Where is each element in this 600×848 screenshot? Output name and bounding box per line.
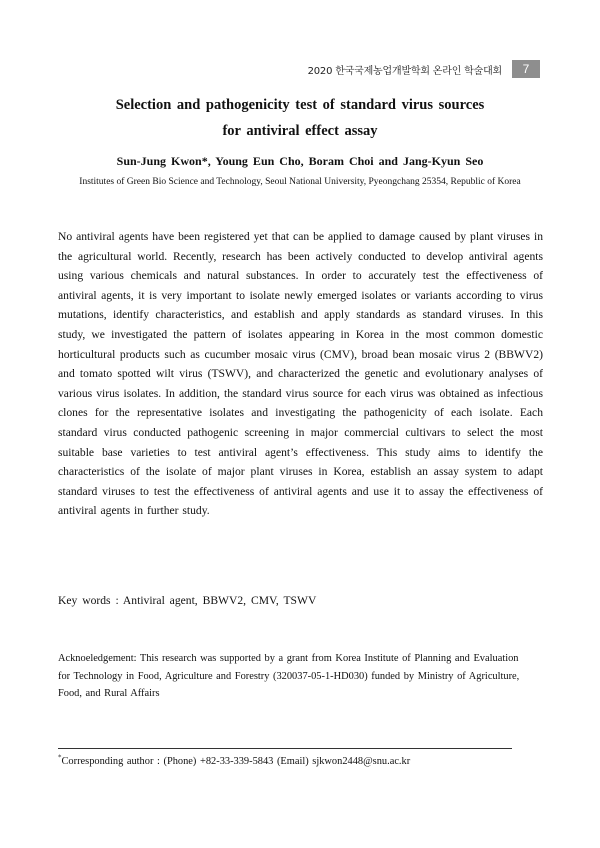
keywords: Key words : Antiviral agent, BBWV2, CMV, TSWV bbox=[58, 594, 317, 607]
title-line-1: Selection and pathogenicity test of standard virus sources bbox=[115, 97, 485, 113]
author-affiliation: Institutes of Green Bio Science and Technology, Seoul National University, Pyeongchang 25354, Republic of Korea bbox=[79, 177, 521, 187]
page-number-badge: 7 bbox=[512, 60, 540, 78]
conference-name: 2020 한국국제농업개발학회 온라인 학술대회 bbox=[307, 65, 502, 77]
title-line-2: for antiviral effect assay bbox=[222, 123, 378, 139]
acknowledgement: Acknoeledgement: This research was supported by a grant from Korea Institute of Planning and Evaluation for Technology in Food, Agriculture and Forestry (320037-05-1-HD030) funded by Ministry of Agriculture, Food, and Rural Affairs bbox=[58, 653, 520, 699]
corresponding-author-footnote bbox=[58, 753, 543, 767]
abstract-body: No antiviral agents have been registered yet that can be applied to damage caused by plant viruses in the agricultural world. Recently, research has been actively conducted to develop antiviral agents using various chemicals and natural substances. In order to accurately test the effectiveness of antiviral agents, it is very important to isolate newly emerged isolates or variants according to virus mutations, identify characteristics, and establish and apply standards as standard viruses. In this study, we investigated the pattern of isolates appearing in Korea in the most common domestic horticultural products such as cucumber mosaic virus (CMV), broad bean mosaic virus 2 (BBWV2) and tomato spotted wilt virus (TSWV), and characterized the genetic and evolutionary analyses of various virus isolates. In addition, the standard virus source for each virus was obtained as infectious clones for the representative isolates and investigating the pathogenicity of each isolate. Each standard virus conducted pathogenic screening in major commercial cultivars to select the most suitable base varieties to test antiviral agent’s effectiveness. This study aims to identify the characteristics of the isolate of major plant viruses in Korea, establish an assay system to adapt standard viruses to test the effectiveness of antiviral agents and use it to assay the effectiveness of antiviral agents in further study. bbox=[58, 230, 543, 518]
author-list: Sun-Jung Kwon*, Young Eun Cho, Boram Choi and Jang-Kyun Seo bbox=[116, 154, 484, 168]
page-header bbox=[0, 60, 540, 78]
footnote-text: Corresponding author : (Phone) +82-33-339-5843 (Email) sjkwon2448@snu.ac.kr bbox=[61, 756, 411, 767]
paper-title bbox=[0, 92, 600, 144]
footnote-marker: * bbox=[58, 753, 62, 762]
footnote-divider bbox=[58, 748, 512, 749]
